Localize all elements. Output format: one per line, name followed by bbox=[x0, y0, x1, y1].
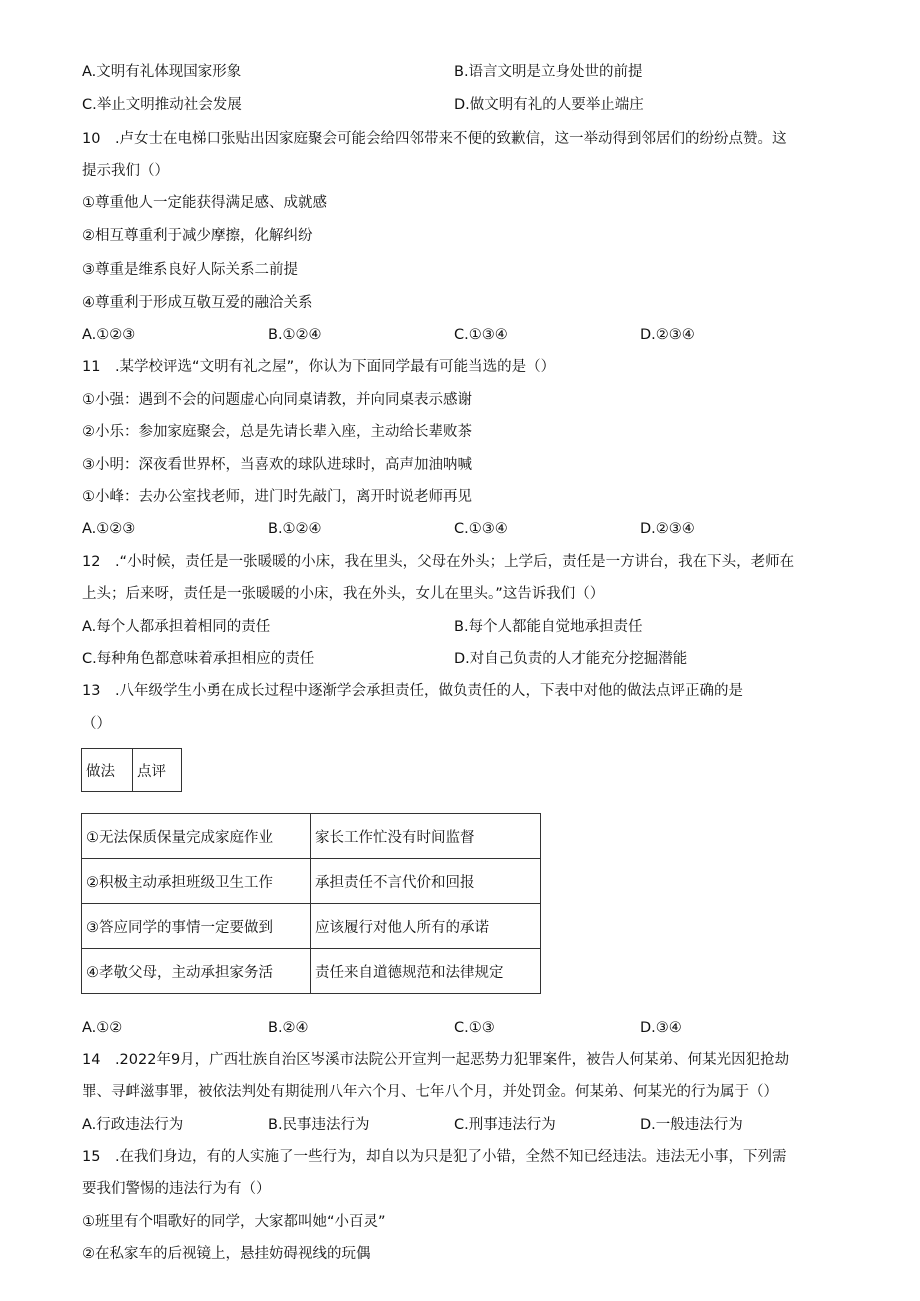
q14-stem: 14 .2022年9月，广西壮族自治区岑溪市法院公开宣判一起恶势力犯罪案件，被告人何某弟、何某光因犯抢劫 bbox=[82, 1052, 790, 1068]
q10-stem-cont: 提示我们（） bbox=[82, 163, 169, 179]
q13-comment-3: 应该履行对他人所有的承诺 bbox=[311, 904, 541, 949]
q13-stem-cont: （） bbox=[82, 716, 111, 732]
q13-header-practice: 做法 bbox=[82, 749, 133, 792]
q9-option-b: B.语言文明是立身处世的前提 bbox=[454, 64, 643, 80]
q15-stem: 15 .在我们身边，有的人实施了一些行为，却自以为只是犯了小错，全然不知已经违法。违法无小事，下列需 bbox=[82, 1149, 787, 1165]
q10-statement-2: ②相互尊重利于减少摩擦，化解纠纷 bbox=[82, 228, 313, 244]
q13-option-c: C.①③ bbox=[454, 1020, 495, 1036]
q13-comment-1: 家长工作忙没有时间监督 bbox=[311, 814, 541, 859]
q9-option-c: C.举止文明推动社会发展 bbox=[82, 97, 242, 113]
q10-statement-3: ③尊重是维系良好人际关系二前提 bbox=[82, 262, 298, 278]
q11-option-a: A.①②③ bbox=[82, 521, 136, 537]
q10-option-d: D.②③④ bbox=[640, 327, 695, 343]
q11-statement-2: ②小乐：参加家庭聚会，总是先请长辈入座，主动给长辈败茶 bbox=[82, 424, 472, 440]
table-row bbox=[82, 949, 541, 994]
q9-option-d: D.做文明有礼的人要举止端庄 bbox=[454, 97, 644, 113]
q13-option-a: A.①② bbox=[82, 1020, 123, 1036]
q13-option-d: D.③④ bbox=[640, 1020, 682, 1036]
q12-option-a: A.每个人都承担着相同的责任 bbox=[82, 619, 271, 635]
q12-stem: 12 .“小时候，责任是一张暖暖的小床，我在里头，父母在外头；上学后，责任是一方讲台，我在下头，老师在 bbox=[82, 554, 795, 570]
q13-practice-4: ④孝敬父母，主动承担家务活 bbox=[82, 949, 311, 994]
q10-statement-1: ①尊重他人一定能获得满足感、成就感 bbox=[82, 195, 327, 211]
table-row bbox=[82, 904, 541, 949]
q15-statement-2: ②在私家车的后视镜上，悬挂妨碍视线的玩偶 bbox=[82, 1246, 371, 1262]
q13-practice-1: ①无法保质保量完成家庭作业 bbox=[82, 814, 311, 859]
q11-statement-4: ①小峰：去办公室找老师，进门时先敲门，离开时说老师再见 bbox=[82, 489, 472, 505]
q14-option-d: D.一般违法行为 bbox=[640, 1117, 743, 1133]
q11-option-b: B.①②④ bbox=[268, 521, 322, 537]
q9-option-a: A.文明有礼体现国家形象 bbox=[82, 64, 242, 80]
q10-option-a: A.①②③ bbox=[82, 327, 136, 343]
table-row bbox=[82, 814, 541, 859]
q10-statement-4: ④尊重利于形成互敬互爱的融洽关系 bbox=[82, 295, 313, 311]
q11-stem: 11 .某学校评选“文明有礼之屋”，你认为下面同学最有可能当选的是（） bbox=[82, 359, 556, 375]
q13-comment-4: 责任来自道德规范和法律规定 bbox=[311, 949, 541, 994]
q10-stem: 10 .卢女士在电梯口张贴出因家庭聚会可能会给四邻带来不便的致歉信，这一举动得到邻居们的纷纷点赞。这 bbox=[82, 131, 787, 147]
q13-practice-3: ③答应同学的事情一定要做到 bbox=[82, 904, 311, 949]
q13-practice-2: ②积极主动承担班级卫生工作 bbox=[82, 859, 311, 904]
q13-table bbox=[81, 813, 541, 994]
q14-option-c: C.刑事违法行为 bbox=[454, 1117, 556, 1133]
q15-stem-cont: 要我们警惕的违法行为有（） bbox=[82, 1181, 271, 1197]
q12-option-d: D.对自己负责的人才能充分挖掘潜能 bbox=[454, 651, 688, 667]
q11-option-c: C.①③④ bbox=[454, 521, 508, 537]
q13-header-comment: 点评 bbox=[133, 749, 182, 792]
q13-stem: 13 .八年级学生小勇在成长过程中逐渐学会承担责任，做负责任的人，下表中对他的做法点评正确的是 bbox=[82, 683, 744, 699]
q12-option-c: C.每种角色都意味着承担相应的责任 bbox=[82, 651, 315, 667]
q10-option-b: B.①②④ bbox=[268, 327, 322, 343]
q12-stem-cont: 上头；后来呀，责任是一张暖暖的小床，我在外头，女儿在里头。”这告诉我们（） bbox=[82, 586, 605, 602]
q11-option-d: D.②③④ bbox=[640, 521, 695, 537]
q15-statement-1: ①班里有个唱歌好的同学，大家都叫她“小百灵” bbox=[82, 1214, 386, 1230]
q13-header-table bbox=[81, 748, 182, 792]
q14-stem-cont: 罪、寻衅滋事罪，被依法判处有期徒刑八年六个月、七年八个月，并处罚金。何某弟、何某光的行为属于（） bbox=[82, 1084, 778, 1100]
q13-comment-2: 承担责任不言代价和回报 bbox=[311, 859, 541, 904]
q14-option-b: B.民事违法行为 bbox=[268, 1117, 370, 1133]
q14-option-a: A.行政违法行为 bbox=[82, 1117, 184, 1133]
q12-option-b: B.每个人都能自觉地承担责任 bbox=[454, 619, 643, 635]
q10-option-c: C.①③④ bbox=[454, 327, 508, 343]
q11-statement-3: ③小明：深夜看世界杯，当喜欢的球队进球时，高声加油呐喊 bbox=[82, 457, 472, 473]
q13-option-b: B.②④ bbox=[268, 1020, 309, 1036]
table-row bbox=[82, 859, 541, 904]
q11-statement-1: ①小强：遇到不会的问题虚心向同桌请教，并向同桌表示感谢 bbox=[82, 392, 472, 408]
